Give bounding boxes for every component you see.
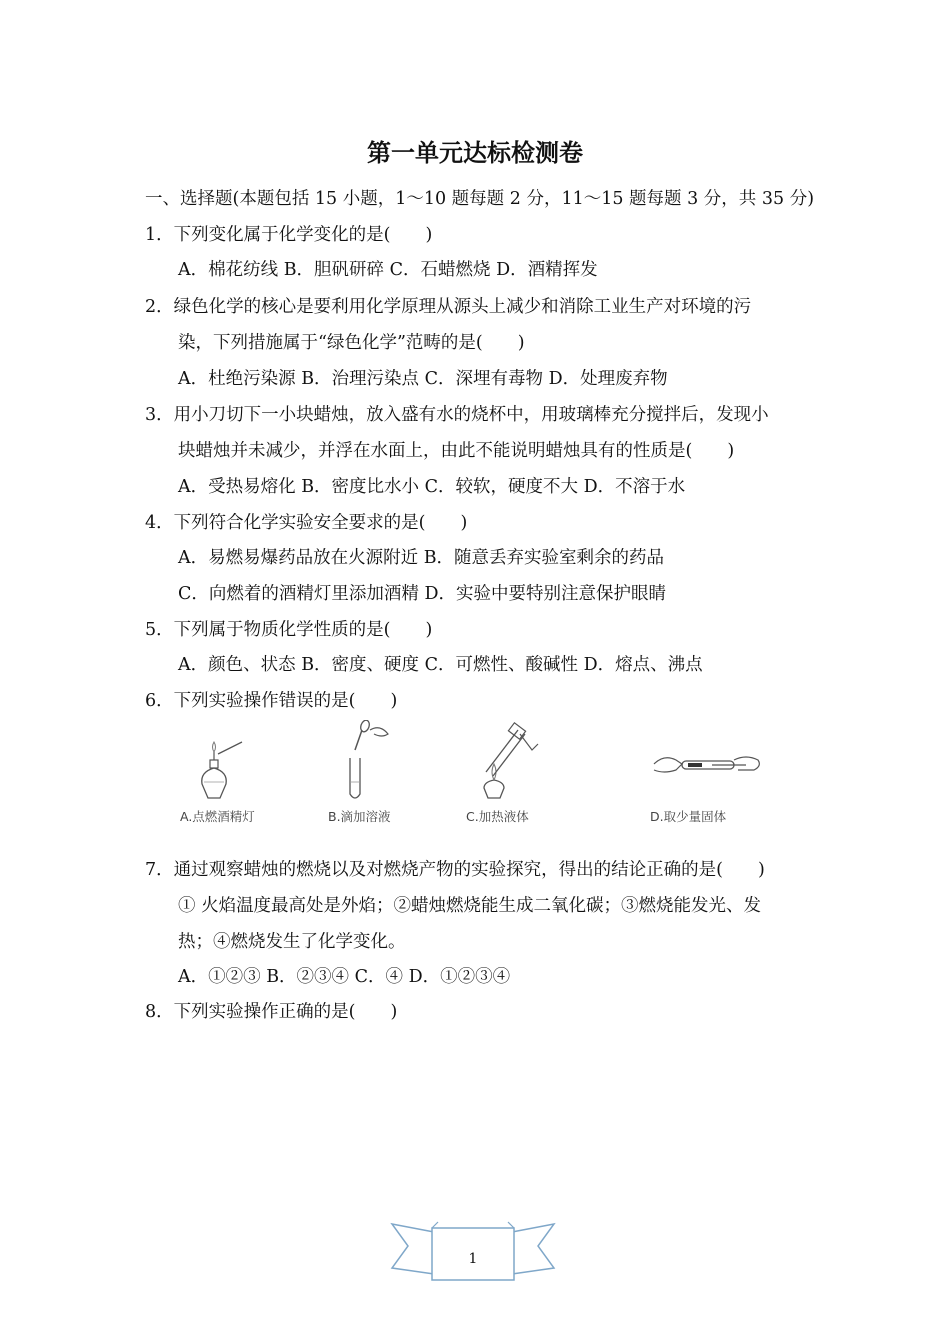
question-3-stem-line1: 3．用小刀切下一小块蜡烛，放入盛有水的烧杯中，用玻璃棒充分搅拌后，发现小 (145, 405, 769, 425)
dropper-test-tube-icon (328, 720, 438, 806)
figure-b-caption: B.滴加溶液 (328, 809, 391, 824)
question-4-options-line2: C．向燃着的酒精灯里添加酒精 D．实验中要特别注意保护眼睛 (178, 584, 666, 604)
question-7-body-line2: 热；④燃烧发生了化学变化。 (178, 932, 406, 952)
figure-d-caption: D.取少量固体 (650, 809, 727, 824)
question-1-options: A．棉花纺线 B．胆矾研碎 C．石蜡燃烧 D．酒精挥发 (178, 260, 598, 280)
question-6-figures (170, 720, 790, 830)
question-7-body-line1: ① 火焰温度最高处是外焰；②蜡烛燃烧能生成二氧化碳；③燃烧能发光、发 (178, 896, 762, 916)
question-3-options: A．受热易熔化 B．密度比水小 C．较软，硬度不大 D．不溶于水 (178, 477, 686, 497)
question-1-stem: 1．下列变化属于化学变化的是( ) (145, 225, 433, 245)
page-title: 第一单元达标检测卷 (367, 139, 583, 167)
question-6-stem: 6．下列实验操作错误的是( ) (145, 691, 398, 711)
figure-c (466, 720, 586, 830)
question-5-stem: 5．下列属于物质化学性质的是( ) (145, 620, 433, 640)
alcohol-lamp-lighting-icon (180, 720, 290, 806)
question-2-stem-line1: 2．绿色化学的核心是要利用化学原理从源头上减少和消除工业生产对环境的污 (145, 297, 752, 317)
figure-b (328, 720, 448, 830)
question-2-stem-line2: 染，下列措施属于“绿色化学”范畴的是( ) (178, 333, 525, 353)
figure-a (180, 720, 300, 830)
figure-d (650, 720, 770, 830)
question-4-stem: 4．下列符合化学实验安全要求的是( ) (145, 513, 468, 533)
question-7-options: A．①②③ B．②③④ C．④ D．①②③④ (178, 967, 511, 987)
question-2-options: A．杜绝污染源 B．治理污染点 C．深埋有毒物 D．处理废弃物 (178, 369, 668, 389)
question-4-options-line1: A．易燃易爆药品放在火源附近 B．随意丢弃实验室剩余的药品 (178, 548, 665, 568)
section-heading: 一、选择题(本题包括 15 小题，1～10 题每题 2 分，11～15 题每题 3 分，共 35 分) (145, 189, 815, 209)
question-7-stem: 7．通过观察蜡烛的燃烧以及对燃烧产物的实验探究，得出的结论正确的是( ) (145, 860, 765, 880)
question-5-options: A．颜色、状态 B．密度、硬度 C．可燃性、酸碱性 D．熔点、沸点 (178, 655, 703, 675)
question-3-stem-line2: 块蜡烛并未减少，并浮在水面上，由此不能说明蜡烛具有的性质是( ) (178, 441, 735, 461)
heating-liquid-icon (466, 720, 586, 806)
question-8-stem: 8．下列实验操作正确的是( ) (145, 1002, 398, 1022)
page-number: 1 (468, 1251, 478, 1267)
taking-solid-icon (650, 720, 780, 806)
page-footer (388, 1218, 558, 1288)
figure-c-caption: C.加热液体 (466, 809, 529, 824)
figure-a-caption: A.点燃酒精灯 (180, 809, 255, 824)
